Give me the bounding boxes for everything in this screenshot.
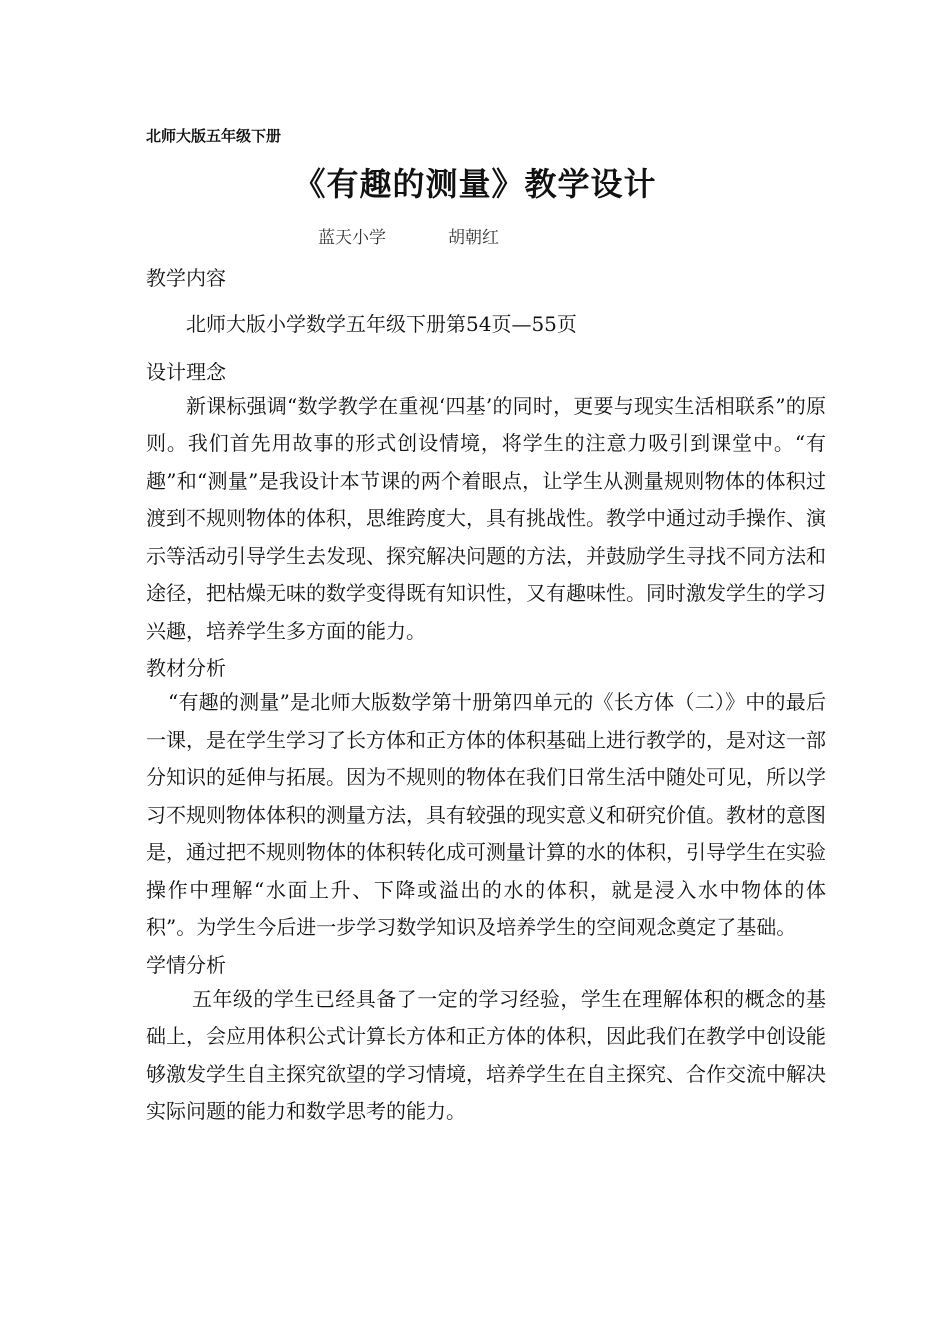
document-body <box>146 262 826 1131</box>
section-heading-content: 教学内容 <box>146 266 226 290</box>
section-heading-students: 学情分析 <box>146 952 226 977</box>
section-text-philosophy: 新课标强调“数学教学在重视‘四基’的同时，更要与现实生活相联系”的原则。我们首先用故事的形式创设情境，将学生的注意力吸引到课堂中。“有趣”和“测量”是我设计本节课的两个着眼点，让学生从测量规则物体的体积过渡到不规则物体的体积，思维跨度大，具有挑战性。教学中通过动手操作、演示等活动引导学生去发现、探究解决问题的方法，并鼓励学生寻找不同方法和途径，把枯燥无味的数学变得既有知识性，又有趣味性。同时激发学生的学习兴趣，培养学生多方面的能力。 <box>146 393 826 643</box>
section-text-material: “有趣的测量”是北师大版数学第十册第四单元的《长方体（二）》中的最后一课，是在学生学习了长方体和正方体的体积基础上进行教学的，是对这一部分知识的延伸与拓展。因为不规则的物体在我们日常生活中随处可见，所以学习不规则物体体积的测量方法，具有较强的现实意义和研究价值。教材的意图是，通过把不规则物体的体积转化成可测量计算的水的体积，引导学生在实验操作中理解“水面上升、下降或溢出的水的体积，就是浸入水中物体的体积”。为学生今后进一步学习数学知识及培养学生的空间观念奠定了基础。 <box>146 690 826 939</box>
section-text-students: 五年级的学生已经具备了一定的学习经验，学生在理解体积的概念的基础上，会应用体积公式计算长方体和正方体的体积，因此我们在教学中创设能够激发学生自主探究欲望的学习情境，培养学生在自主探究、合作交流中解决实际问题的能力和数学思考的能力。 <box>146 986 826 1123</box>
section-heading-philosophy: 设计理念 <box>146 359 226 384</box>
author-line <box>318 226 499 250</box>
author-name: 胡朝红 <box>448 228 499 248</box>
section-text-content: 北师大版小学数学五年级下册第54页—55页 <box>186 312 577 336</box>
header-note: 北师大版五年级下册 <box>146 127 282 145</box>
section-heading-material: 教材分析 <box>146 656 226 680</box>
author-school: 蓝天小学 <box>318 228 386 248</box>
document-title: 《有趣的测量》教学设计 <box>293 165 657 203</box>
